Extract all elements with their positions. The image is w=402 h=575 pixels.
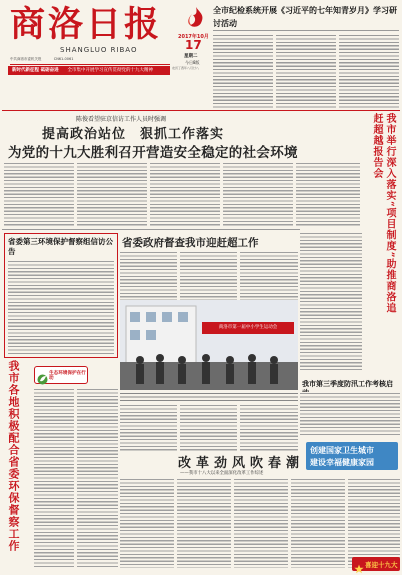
lunar-date: 农历丁酉年八月廿八: [172, 66, 200, 70]
star-icon: [354, 559, 364, 569]
masthead-info-row: [10, 57, 170, 63]
footer-badge: [352, 557, 400, 571]
issue-count: 今日8版: [185, 60, 200, 65]
publisher-label: 中共商洛市委机关报: [10, 57, 42, 61]
date-label: 2017年10月: [178, 34, 209, 40]
env-protection-stamp: [34, 366, 88, 384]
health-city-line2: 建设幸福健康家园: [310, 458, 374, 467]
reform-body: [120, 478, 400, 568]
masthead-title: 商洛日报: [10, 4, 163, 45]
top-right-headline: 全市纪检系统开展《习近平的七年知青岁月》学习研讨活动: [213, 6, 397, 28]
stamp-label: 生态环境保护在行动: [49, 371, 86, 381]
top-right-story: [213, 4, 399, 109]
date-day: 17: [185, 38, 202, 52]
banner-text: 新时代新征程 砥砺奋进: [12, 68, 59, 73]
vertical-right-story: [366, 113, 400, 323]
third-quarter-story: [300, 378, 400, 438]
footer-badge-label: 喜迎十九大: [365, 561, 398, 569]
lead-headline-2: 为党的十九大胜利召开营造安全稳定的社会环境: [8, 145, 298, 161]
flame-logo-icon: [183, 6, 209, 30]
lead-body: [4, 162, 360, 226]
right-body-column: [300, 232, 362, 372]
top-right-body-col1: [213, 34, 273, 108]
divider: [2, 229, 300, 230]
news-photo: [120, 300, 298, 390]
banner-sub: 全市集中开展学习宣传贯彻党的十九大精神: [67, 68, 153, 73]
vertical-left-headline: 我市各地积极配合省委环保督察工作: [7, 360, 20, 552]
top-right-body-col3: [339, 34, 399, 108]
stamp-leaf-icon: [37, 370, 48, 381]
middle-body: [120, 404, 298, 452]
weekday-label: 星期二: [184, 54, 198, 59]
top-right-body-col2: [276, 34, 336, 108]
inspection-notice-body: [8, 260, 114, 354]
third-quarter-headline: 我市第三季度防汛工作考核启: [302, 380, 393, 388]
divider: [213, 30, 399, 31]
reform-story: [120, 452, 400, 572]
masthead-pinyin: SHANGLUO RIBAO: [60, 46, 138, 54]
photo-illustration: [120, 300, 298, 390]
reform-headline: 改革劲风吹春潮: [178, 456, 305, 471]
lead-story: [4, 114, 364, 229]
lead-headline-1: 提高政治站位 狠抓工作落实: [42, 127, 225, 142]
vertical-left-story: [4, 360, 32, 565]
inspection-story-headline: 省委政府督查我市迎赶超工作: [122, 237, 259, 249]
masthead-banner: [8, 66, 170, 75]
inspection-notice-box: [4, 233, 118, 358]
env-story-body: [34, 388, 118, 568]
masthead-rule: [10, 64, 170, 65]
inspection-notice-headline: 省委第三环境保护督察组信访公告: [8, 237, 113, 256]
photo-sign: 商洛市第一届中小学生运动会: [218, 325, 278, 330]
reform-subhead: ——我市十八大以来全面深化改革工作综述: [180, 471, 264, 476]
lead-kicker: 陈俊看望驻京信访工作人员时强调: [76, 116, 167, 123]
vertical-right-headline: 我市举行深入落实“项目制度”助推商洛追赶超越报告会: [371, 113, 395, 314]
cn-number: CN61-0061: [53, 57, 74, 61]
photo-caption: [120, 392, 298, 402]
health-city-line1: 创建国家卫生城市: [310, 446, 374, 455]
section-rule: [2, 110, 400, 111]
third-quarter-body: [300, 392, 400, 436]
